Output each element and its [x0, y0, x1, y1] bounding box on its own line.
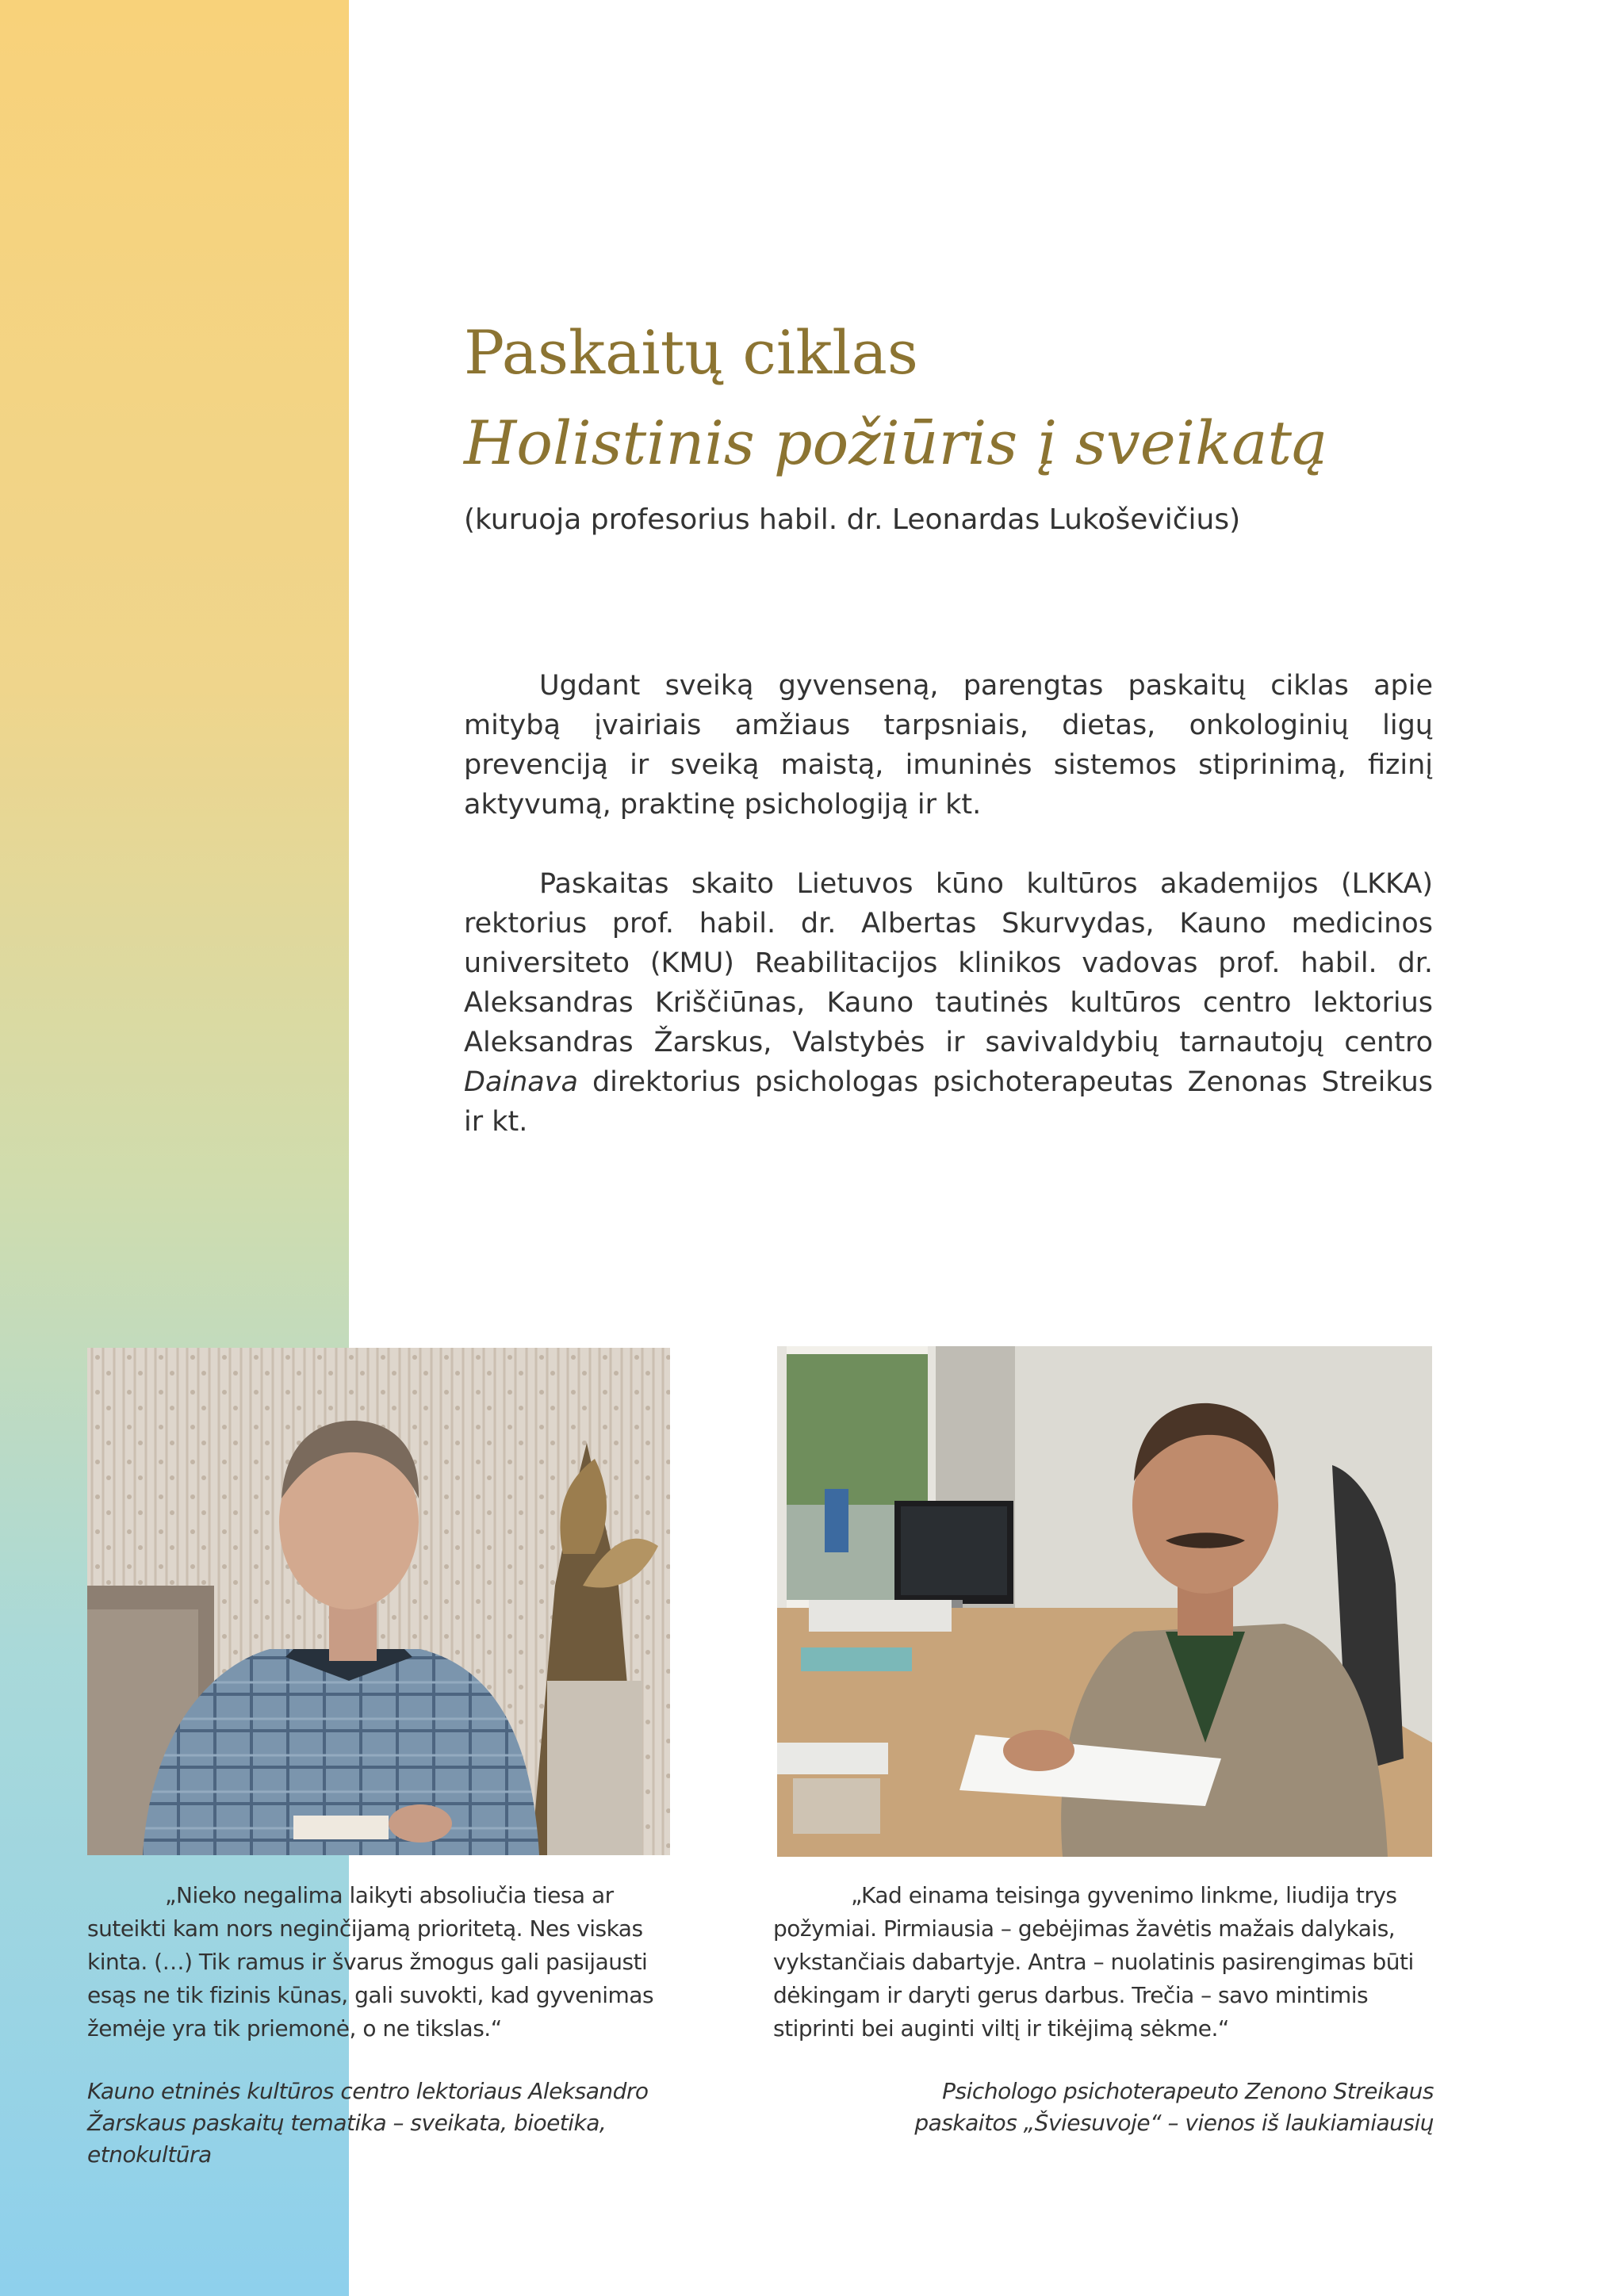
body-paragraph-2-part-1: Paskaitas skaito Lietuvos kūno kultūros akademijos (LKKA) rektorius prof. habil. dr. Albertas Skurvydas, Kauno medicinos universiteto (KMU) Reabilitacijos klinikos vadovas prof. habil. dr. Aleksandras Kriščiūnas, Kauno tautinės kultūros centro lektorius Aleksandras Žarskus, Valstybės ir savivaldybių tarnautojų centro — [464, 868, 1433, 1058]
body-paragraph-1: Ugdant sveiką gyvenseną, parengtas paskaitų ciklas apie mitybą įvairiais amžiaus tarpsniais, dietas, onkologinių ligų prevenciją ir sveiką maistą, imuninės sistemos stiprinimą, fizinį aktyvumą, praktinę psichologiją ir kt. — [464, 670, 1433, 821]
quote-left: „Nieko negalima laikyti absoliučia tiesa ar suteikti kam nors neginčijamą prioritetą. Nes viskas kinta. (…) Tik ramus ir švarus žmogus gali pasijausti esąs ne tik fizinis kūnas, gali suvokti, kad gyvenimas žemėje yra tik priemonė, o ne tikslas.“ — [87, 1882, 654, 2042]
curator-note: (kuruoja profesorius habil. dr. Leonardas Lukoševičius) — [464, 503, 1241, 536]
photo-lecturer-zarskus — [87, 1348, 670, 1855]
title-line-1: Paskaitų ciklas — [464, 317, 918, 388]
caption-right: Psichologo psichoterapeuto Zenono Streikaus paskaitos „Šviesuvoje“ – vienos iš laukiamiausių — [914, 2078, 1434, 2136]
photo-psychologist-streikus-image — [777, 1346, 1432, 1857]
body-paragraph-2 — [464, 864, 1433, 1142]
body-text — [464, 666, 1433, 1181]
body-paragraph-2-part-2: direktorius psichologas psichoterapeutas Zenonas Streikus ir kt. — [464, 1066, 1433, 1138]
caption-left: Kauno etninės kultūros centro lektoriaus Aleksandro Žarskaus paskaitų tematika – sveikata, bioetika, etnokultūra — [87, 2078, 649, 2168]
photo-psychologist-streikus — [777, 1346, 1432, 1857]
quote-right: „Kad einama teisinga gyvenimo linkme, liudija trys požymiai. Pirmiausia – gebėjimas žavėtis mažais dalykais, vykstančiais dabartyje. Antra – nuolatinis pasirengimas būti dėkingam ir daryti gerus darbus. Trečia – savo mintimis stiprinti bei auginti viltį ir tikėjimą sėkme.“ — [773, 1882, 1414, 2042]
page-title — [464, 317, 1574, 479]
photo-lecturer-zarskus-image — [87, 1348, 670, 1855]
title-line-2: Holistinis požiūris į sveikatą — [464, 408, 1328, 478]
dainava-italic: Dainava — [464, 1066, 578, 1098]
